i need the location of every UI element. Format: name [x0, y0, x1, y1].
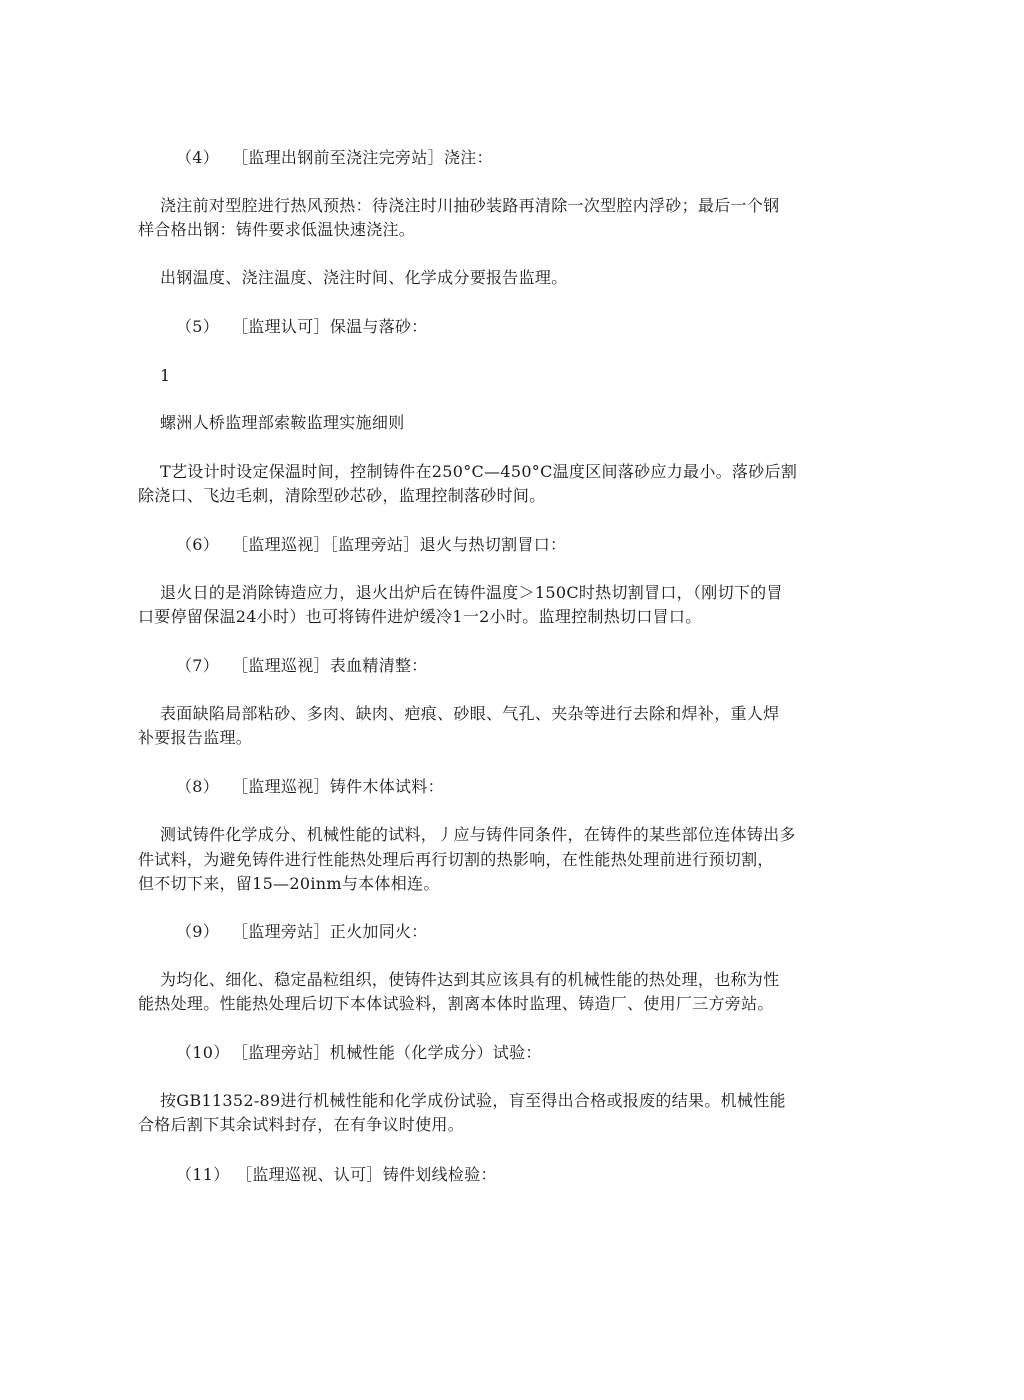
paragraph-line: 按GB11352-89进行机械性能和化学成份试验，肓至得出合格或报废的结果。机械性能 [160, 1091, 786, 1110]
section-number: （11） [176, 1165, 230, 1184]
section-title: ［监理旁站］正火加同火： [232, 922, 428, 941]
paragraph-line: 样合格出钢：铸件要求低温快速浇注。 [138, 220, 416, 239]
section-number: （6） [176, 535, 220, 554]
page-number: 1 [160, 366, 171, 385]
section-title: ［监理巡视］表血精清整： [232, 656, 428, 675]
paragraph-line: 测试铸件化学成分、机械性能的试料，丿应与铸件同条件，在铸件的某些部位连体铸出多 [160, 825, 796, 844]
section-heading-11 [176, 1163, 497, 1187]
section-number: （9） [176, 922, 220, 941]
paragraph-line: 为均化、细化、稳定晶粒组织，使铸件达到其应该具有的机械性能的热处理，也称为性 [160, 970, 780, 989]
running-header: 螺洲人桥监理部索鞍监理实施细则 [160, 413, 405, 432]
section-title: ［监理巡视］［监理旁站］退火与热切割冒口： [232, 535, 567, 554]
section-heading-6 [176, 533, 566, 557]
paragraph-line: 除浇口、飞边毛刺，清除型砂芯砂，监理控制落砂时间。 [138, 486, 546, 505]
section-title: ［监理巡视］铸件木体试料： [232, 777, 444, 796]
section-title: ［监理出钢前至浇注完旁站］浇注： [232, 148, 493, 167]
section-number: （10） [176, 1043, 230, 1062]
paragraph-line: 退火日的是消除铸造应力，退火出炉后在铸件温度＞150C时热切割冒口，（刚切下的冒 [160, 583, 783, 602]
section-number: （8） [176, 777, 220, 796]
paragraph-line: 补要报告监理。 [138, 728, 253, 747]
paragraph-line: 浇注前对型腔进行热风预热：待浇注时川抽砂装路再清除一次型腔内浮砂；最后一个钢 [160, 196, 780, 215]
section-heading-7 [176, 654, 428, 678]
section-title: ［监理旁站］机械性能（化学成分）试验： [232, 1043, 542, 1062]
paragraph-line: 件试料，为避免铸件进行性能热处理后再行切割的热影响，在性能热处理前进行预切割， [138, 850, 774, 869]
section-heading-9 [176, 920, 428, 944]
section-title: ［监理认可］保温与落砂： [232, 317, 428, 336]
section-number: （4） [176, 148, 220, 167]
section-heading-8 [176, 775, 444, 799]
paragraph-line: 能热处理。性能热处理后切下本体试验料，割离本体时监理、铸造厂、使用厂三方旁站。 [138, 994, 774, 1013]
paragraph-line: T艺设计时设定保温时间，控制铸件在250°C—450°C温度区间落砂应力最小。落砂后割 [160, 462, 798, 481]
paragraph-line: 合格后割下其余试料封存，在有争议时使用。 [138, 1115, 465, 1134]
section-heading-5 [176, 315, 428, 339]
paragraph-line: 但不切下来，留15—20inm与本体相连。 [138, 874, 440, 893]
section-title: ［监理巡视、认可］铸件划线检验： [236, 1165, 497, 1184]
paragraph-line: 出钢温度、浇注温度、浇注时间、化学成分要报告监理。 [160, 268, 568, 287]
section-heading-4 [176, 146, 493, 170]
section-number: （7） [176, 656, 220, 675]
section-heading-10 [176, 1041, 542, 1065]
paragraph-line: 口要停留保温24小时）也可将铸件进炉缓冷1一2小时。监理控制热切口冒口。 [138, 607, 702, 626]
paragraph-line: 表面缺陷局部粘砂、多肉、缺肉、疤痕、砂眼、气孔、夹杂等进行去除和焊补，重人焊 [160, 704, 780, 723]
section-number: （5） [176, 317, 220, 336]
